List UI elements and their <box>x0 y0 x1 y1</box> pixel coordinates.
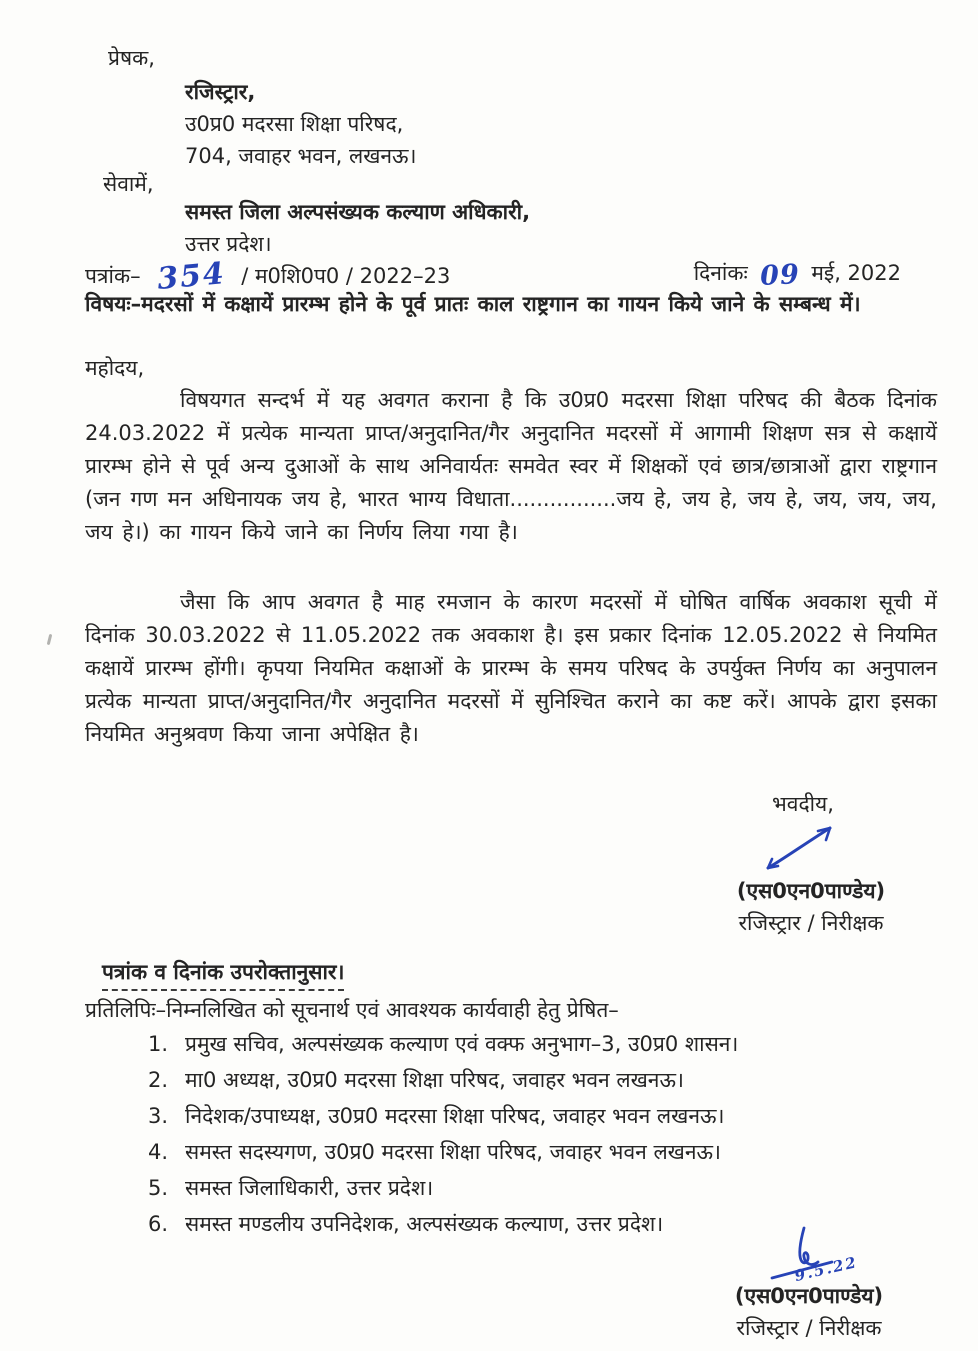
cc-item-number: 6. <box>148 1212 169 1236</box>
cc-item-text: निदेशक/उपाध्यक्ष, उ0प्र0 मदरसा शिक्षा परिषद, जवाहर भवन लखनऊ। <box>185 1104 725 1128</box>
cc-item-number: 5. <box>148 1176 169 1200</box>
salutation: महोदय, <box>85 356 145 380</box>
subject-line: विषयः–मदरसों में कक्षायें प्रारम्भ होने के पूर्व प्रातः काल राष्ट्रगान का गायन किये जाने के सम्बन्ध में। <box>85 292 861 316</box>
reference-note-wrap <box>102 958 344 991</box>
reference-label: पत्रांक– <box>85 264 141 288</box>
cc-item-number: 1. <box>148 1032 169 1056</box>
sender-label: प्रेषक, <box>108 46 155 70</box>
scan-speck <box>47 634 53 645</box>
cc-item <box>148 1176 938 1200</box>
signature2-stroke-icon <box>768 1226 868 1286</box>
closing-word: भवदीय, <box>772 792 834 816</box>
cc-item-number: 3. <box>148 1104 169 1128</box>
reference-number-group <box>85 256 451 297</box>
signatory-block <box>722 875 900 939</box>
recipient-block <box>185 196 530 260</box>
signatory2-title: रजिस्ट्रार / निरीक्षक <box>736 1316 882 1340</box>
cc-item-number: 2. <box>148 1068 169 1092</box>
date-label: दिनांकः <box>693 261 748 285</box>
reference-number-handwritten: 354 <box>155 256 227 297</box>
cc-item <box>148 1032 938 1056</box>
reference-suffix: / म0शि0प0 / 2022–23 <box>241 264 451 288</box>
signatory2-name: (एस0एन0पाण्डेय) <box>734 1284 884 1308</box>
sender-name: रजिस्ट्रार, <box>185 80 256 104</box>
sender-org: उ0प्र0 मदरसा शिक्षा परिषद, <box>185 112 404 136</box>
sender-address: 704, जवाहर भवन, लखनऊ। <box>185 144 417 168</box>
body-paragraph-1: विषयगत सन्दर्भ में यह अवगत कराना है कि उ0प्र0 मदरसा शिक्षा परिषद की बैठक दिनांक 24.03.2022 में प्रत्येक मान्यता प्राप्त/अनुदानित/गैर अनुदानित मदरसों में आगामी शिक्षण सत्र से कक्षायें प्रारम्भ होने से पूर्व अन्य दुआओं के साथ अनिवार्यतः समवेत स्वर में शिक्षकों एवं छात्र/छात्राओं द्वारा राष्ट्रगान (जन गण मन अधिनायक जय हे, भारत भाग्य विधाता................जय हे, जय हे, जय हे, जय, जय, जय, जय हे।) का गायन किये जाने का निर्णय लिया गया है। <box>85 388 937 544</box>
body-paragraph-2: जैसा कि आप अवगत है माह रमजान के कारण मदरसों में घोषित वार्षिक अवकाश सूची में दिनांक 30.03.2022 से 11.05.2022 तक अवकाश है। इस प्रकार दिनांक 12.05.2022 से नियमित कक्षायें प्रारम्भ होंगी। कृपया नियमित कक्षाओं के प्रारम्भ के समय परिषद के उपर्युक्त निर्णय का अनुपालन प्रत्येक मान्यता प्राप्त/अनुदानित/गैर अनुदानित मदरसों में सुनिश्चित कराने का कष्ट करें। आपके द्वारा इसका नियमित अनुश्रवण किया जाना अपेक्षित है। <box>85 590 937 746</box>
cc-item-text: मा0 अध्यक्ष, उ0प्र0 मदरसा शिक्षा परिषद, जवाहर भवन लखनऊ। <box>185 1068 684 1092</box>
reference-line <box>85 256 937 297</box>
signature-arrow-icon <box>760 818 845 876</box>
date-rest: मई, 2022 <box>811 261 901 285</box>
cc-list <box>148 1032 938 1248</box>
signatory-title: रजिस्ट्रार / निरीक्षक <box>738 911 884 935</box>
cc-item-text: समस्त जिलाधिकारी, उत्तर प्रदेश। <box>185 1176 434 1200</box>
signature-stroke-icon <box>760 818 845 876</box>
cc-heading: प्रतिलिपिः–निम्नलिखित को सूचनार्थ एवं आवश्यक कार्यवाही हेतु प्रेषित– <box>85 998 619 1022</box>
reference-note: पत्रांक व दिनांक उपरोक्तानुसार। <box>102 958 344 991</box>
cc-item <box>148 1068 938 1092</box>
date-day-handwritten: 09 <box>759 258 801 293</box>
cc-item-text: प्रमुख सचिव, अल्पसंख्यक कल्याण एवं वक्फ अनुभाग–3, उ0प्र0 शासन। <box>185 1032 739 1056</box>
signature2-date-handwritten: 9.5.22 <box>792 1253 860 1285</box>
recipient-region: उत्तर प्रदेश। <box>185 232 272 256</box>
signatory2-block <box>720 1280 898 1344</box>
date-group <box>693 256 901 293</box>
cc-item-text: समस्त सदस्यगण, उ0प्र0 मदरसा शिक्षा परिषद, जवाहर भवन लखनऊ। <box>185 1140 721 1164</box>
cc-item-number: 4. <box>148 1140 169 1164</box>
cc-item <box>148 1104 938 1128</box>
signatory-name: (एस0एन0पाण्डेय) <box>736 879 886 903</box>
sender-block <box>185 76 417 172</box>
cc-item <box>148 1140 938 1164</box>
recipient-name: समस्त जिला अल्पसंख्यक कल्याण अधिकारी, <box>185 200 531 224</box>
recipient-label: सेवामें, <box>103 172 154 196</box>
cc-item-text: समस्त मण्डलीय उपनिदेशक, अल्पसंख्यक कल्याण, उत्तर प्रदेश। <box>185 1212 664 1236</box>
